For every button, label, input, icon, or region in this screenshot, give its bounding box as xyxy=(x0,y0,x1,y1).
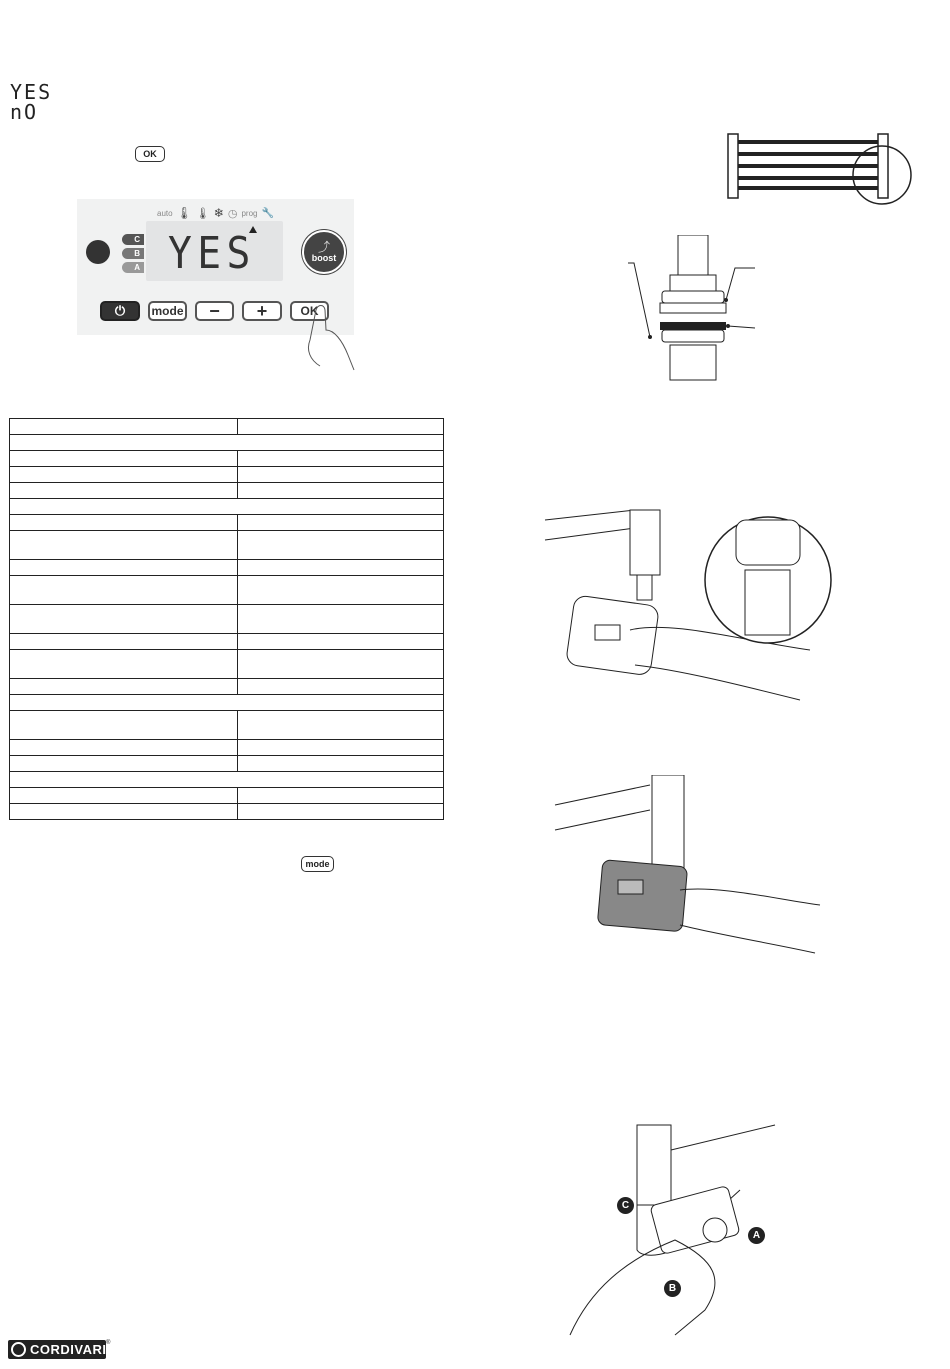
table-cell-left xyxy=(10,576,238,605)
table-cell-left xyxy=(10,560,238,576)
table-row xyxy=(10,499,444,515)
snowflake-icon: ❄ xyxy=(213,206,224,220)
mode-key-icon: mode xyxy=(301,856,334,872)
brand-logo xyxy=(8,1340,106,1359)
fitting-detail-illustration xyxy=(620,235,760,385)
table-cell-left xyxy=(10,451,238,467)
table-cell-left xyxy=(10,419,238,435)
table-row xyxy=(10,634,444,650)
ok-key-icon: OK xyxy=(135,146,165,162)
table-cell-right xyxy=(238,483,444,499)
table-cell-left xyxy=(10,634,238,650)
table-cell-left xyxy=(10,650,238,679)
thermometer-eco-icon: 🌡 xyxy=(195,207,210,220)
table-cell-left xyxy=(10,756,238,772)
registered-mark: ® xyxy=(106,1340,111,1346)
table-row xyxy=(10,531,444,560)
table-row xyxy=(10,560,444,576)
minus-button[interactable]: − xyxy=(195,301,234,321)
table-section-cell xyxy=(10,435,444,451)
table-cell-right xyxy=(238,634,444,650)
lcd-text: YES xyxy=(168,228,256,279)
mode-button[interactable]: mode xyxy=(148,301,187,321)
table-row xyxy=(10,740,444,756)
table-row xyxy=(10,756,444,772)
table-row xyxy=(10,419,444,435)
table-row xyxy=(10,711,444,740)
brand-name: CORDIVARI xyxy=(30,1342,107,1357)
boost-button[interactable] xyxy=(302,230,346,274)
plus-button[interactable]: + xyxy=(242,301,282,321)
brand-logo-mark-icon xyxy=(11,1342,26,1357)
table-cell-left xyxy=(10,515,238,531)
boost-label: boost xyxy=(311,253,337,263)
table-section-cell xyxy=(10,772,444,788)
table-cell-left xyxy=(10,740,238,756)
towel-rail-illustration xyxy=(720,130,920,205)
ok-button[interactable]: OK xyxy=(290,301,329,321)
table-cell-right xyxy=(238,560,444,576)
level-b: B xyxy=(122,248,144,259)
table-cell-right xyxy=(238,531,444,560)
table-cell-right xyxy=(238,756,444,772)
table-cell-right xyxy=(238,788,444,804)
table-cell-right xyxy=(238,804,444,820)
table-row xyxy=(10,483,444,499)
table-cell-left xyxy=(10,605,238,634)
power-button[interactable] xyxy=(100,301,140,321)
table-cell-left xyxy=(10,483,238,499)
wrench-icon: 🔧 xyxy=(261,207,274,219)
table-cell-right xyxy=(238,419,444,435)
table-cell-right xyxy=(238,679,444,695)
mode-icons-row xyxy=(157,206,274,220)
settings-table xyxy=(9,418,444,820)
level-a: A xyxy=(122,262,144,273)
callout-c: C xyxy=(617,1197,634,1214)
prog-label: prog xyxy=(241,208,258,218)
table-row xyxy=(10,605,444,634)
callout-a: A xyxy=(748,1227,765,1244)
finger-press-illustration xyxy=(296,300,356,372)
table-cell-left xyxy=(10,467,238,483)
option-yes: YES xyxy=(10,80,53,104)
table-cell-left xyxy=(10,804,238,820)
auto-label: auto xyxy=(157,208,173,218)
table-row xyxy=(10,804,444,820)
clock-icon: ◷ xyxy=(227,207,238,220)
table-row xyxy=(10,435,444,451)
table-cell-right xyxy=(238,515,444,531)
table-cell-left xyxy=(10,679,238,695)
table-cell-left xyxy=(10,788,238,804)
table-cell-right xyxy=(238,576,444,605)
table-cell-left xyxy=(10,531,238,560)
table-cell-right xyxy=(238,740,444,756)
option-no: nO xyxy=(10,100,39,124)
table-row xyxy=(10,515,444,531)
table-row xyxy=(10,772,444,788)
triangle-indicator-icon xyxy=(249,226,257,233)
table-cell-right xyxy=(238,711,444,740)
table-cell-left xyxy=(10,711,238,740)
table-row xyxy=(10,650,444,679)
table-row xyxy=(10,467,444,483)
table-cell-right xyxy=(238,451,444,467)
table-cell-right xyxy=(238,650,444,679)
install-step-1-illustration xyxy=(540,500,840,710)
table-cell-right xyxy=(238,467,444,483)
table-section-cell xyxy=(10,695,444,711)
status-dot xyxy=(86,240,110,264)
boost-icon: ⤴ xyxy=(317,240,330,254)
install-step-2-illustration xyxy=(550,775,830,955)
callout-b: B xyxy=(664,1280,681,1297)
level-c: C xyxy=(122,234,144,245)
table-row xyxy=(10,679,444,695)
power-icon: ⏻ xyxy=(114,303,126,318)
table-row xyxy=(10,695,444,711)
table-cell-right xyxy=(238,605,444,634)
table-row xyxy=(10,788,444,804)
thermometer-comfort-icon: 🌡 xyxy=(176,206,192,220)
table-row xyxy=(10,451,444,467)
table-section-cell xyxy=(10,499,444,515)
table-row xyxy=(10,576,444,605)
